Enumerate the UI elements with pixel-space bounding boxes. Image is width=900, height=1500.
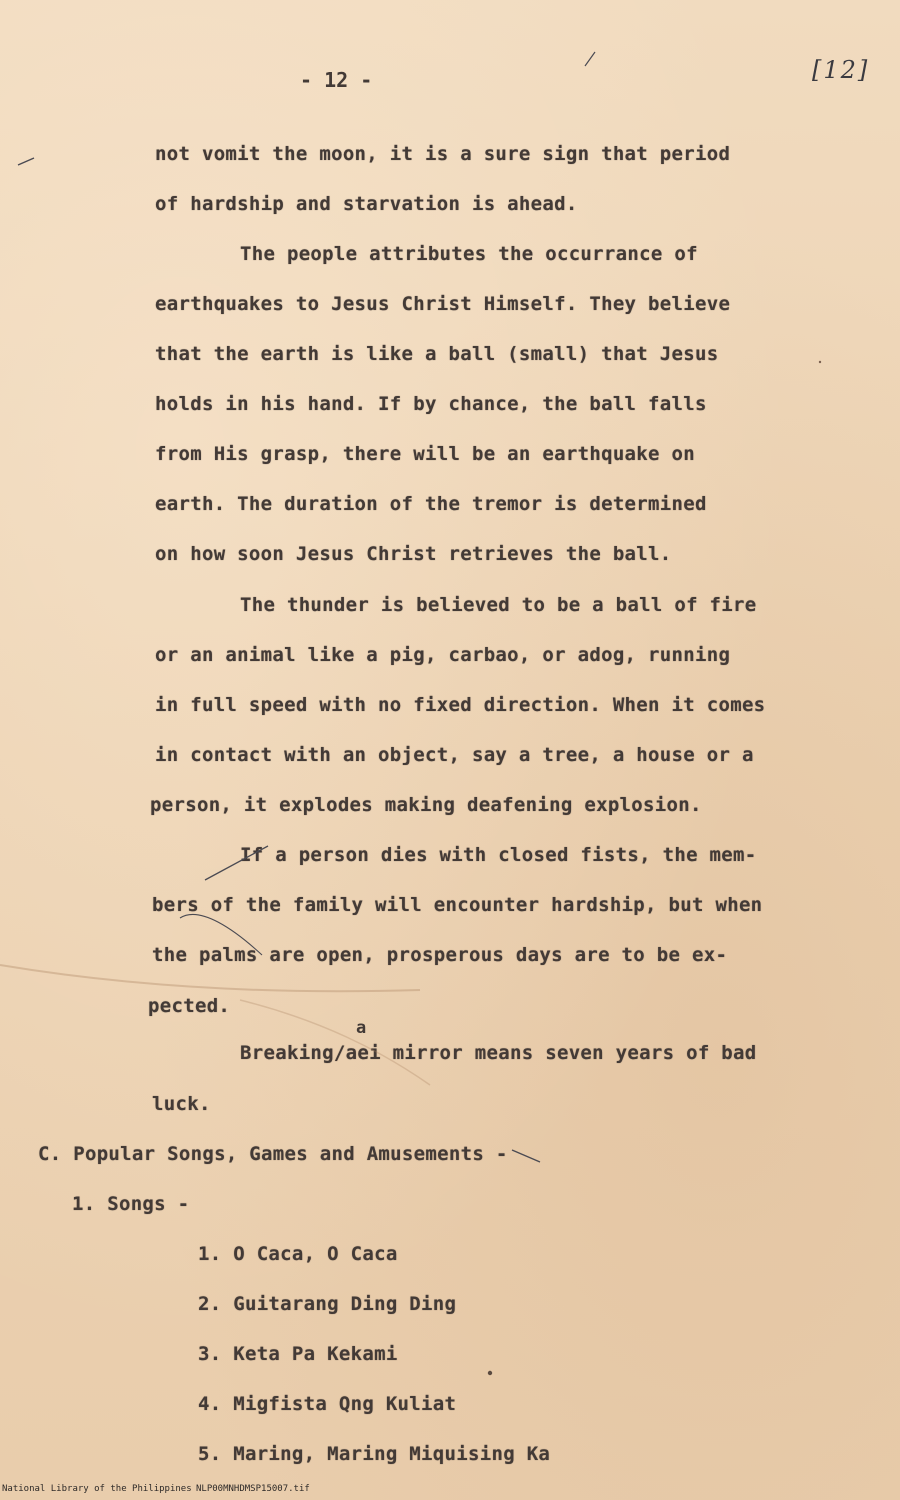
pencil-stroke <box>180 914 262 955</box>
song-item: 1. O Caca, O Caca <box>198 1243 398 1265</box>
body-line: If a person dies with closed fists, the mem- <box>240 844 757 866</box>
body-line: earthquakes to Jesus Christ Himself. They believe <box>155 293 731 315</box>
song-item: 3. Keta Pa Kekami <box>198 1343 398 1365</box>
song-item: 2. Guitarang Ding Ding <box>198 1293 457 1315</box>
paper-crease <box>0 965 420 991</box>
body-line: the palms are open, prosperous days are to be ex- <box>152 944 728 966</box>
pencil-stroke <box>205 846 268 880</box>
body-line: person, it explodes making deafening explosion. <box>150 794 702 816</box>
body-line: in contact with an object, say a tree, a house or a <box>155 744 754 766</box>
body-line: not vomit the moon, it is a sure sign that period <box>155 143 731 165</box>
paper-crease <box>240 1000 430 1085</box>
pencil-tick-mark <box>585 52 595 66</box>
body-line: pected. <box>148 995 231 1017</box>
body-line: The people attributes the occurrance of <box>240 243 698 265</box>
body-line: in full speed with no fixed direction. When it comes <box>155 694 766 716</box>
footer-institution: National Library of the Philippines <box>2 1484 192 1494</box>
section-subheading: 1. Songs - <box>72 1193 190 1215</box>
body-line: bers of the family will encounter hardship, but when <box>152 894 763 916</box>
body-line: that the earth is like a ball (small) that Jesus <box>155 343 719 365</box>
page-number: - 12 - <box>300 68 373 92</box>
handwritten-page-reference: [12] <box>812 56 870 84</box>
body-line: holds in his hand. If by chance, the ball falls <box>155 393 707 415</box>
body-line: The thunder is believed to be a ball of fire <box>240 594 757 616</box>
body-line: on how soon Jesus Christ retrieves the ball. <box>155 543 672 565</box>
body-line: or an animal like a pig, carbao, or adog, running <box>155 644 731 666</box>
body-line: luck. <box>152 1093 211 1115</box>
body-line: Breaking/aei mirror means seven years of bad <box>240 1042 757 1064</box>
body-line: of hardship and starvation is ahead. <box>155 193 578 215</box>
body-line: from His grasp, there will be an earthquake on <box>155 443 695 465</box>
footer-filename: NLP00MNHDMSP15007.tif <box>196 1484 310 1494</box>
body-line: earth. The duration of the tremor is determined <box>155 493 707 515</box>
paper-speck <box>819 361 821 363</box>
insertion-mark: a <box>356 1018 367 1038</box>
margin-pencil-mark <box>18 158 34 165</box>
paper-speck <box>488 1371 492 1375</box>
pencil-stroke <box>512 1150 540 1162</box>
song-item: 5. Maring, Maring Miquising Ka <box>198 1443 551 1465</box>
song-item: 4. Migfista Qng Kuliat <box>198 1393 457 1415</box>
section-heading: C. Popular Songs, Games and Amusements - <box>38 1143 508 1165</box>
